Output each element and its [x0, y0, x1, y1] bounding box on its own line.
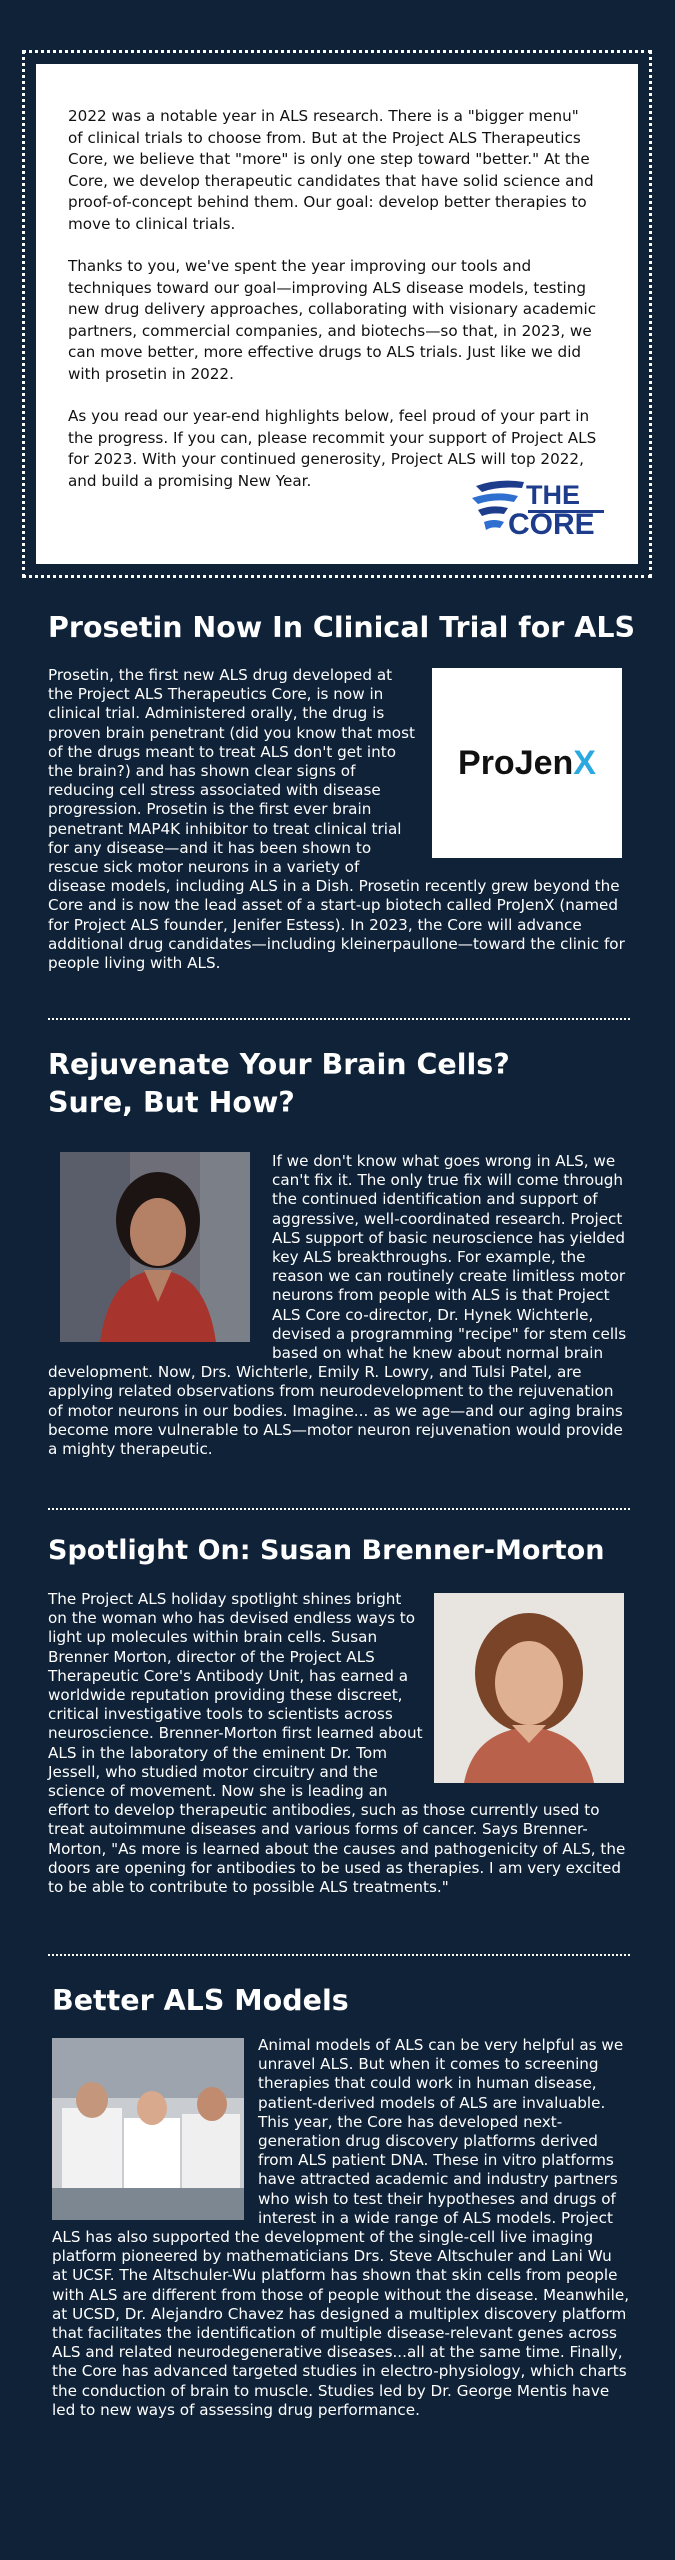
intro-paragraph-2: Thanks to you, we've spent the year improving our tools and techniques toward our goal—improving ALS disease models, testing new drug delivery approaches, collaborating with visionary academic partners, commercial companies, and biotechs—so that, in 2023, we can move better, more effective drugs to ALS trials. Just like we did with prosetin in 2022. [68, 257, 597, 383]
models-title: Better ALS Models [52, 1984, 349, 2017]
rejuvenate-title-line2: Sure, But How? [48, 1086, 295, 1119]
intro-card [36, 64, 638, 564]
models-body-text: Animal models of ALS can be very helpful as we unravel ALS. But when it comes to screening therapies that could work in human disease, patient-derived models of ALS are invaluable. This year, the Core has developed next-generation drug discovery platforms derived from ALS patient DNA. These in vitro platforms have attracted academic and industry partners who wish to test their hypotheses and drugs of interest in a wide range of ALS models. Project ALS has also supported the development of the single-cell live imaging platform pioneered by mathematicians Drs. Steve Altschuler and Lani Wu at UCSF. The Altschuler-Wu platform has shown that skin cells from people with ALS are different from those of people without the disease. Meanwhile, at UCSD, Dr. Alejandro Chavez has designed a multiplex discovery platform that facilitates the identification of multiple disease-relevant genes across ALS and related neurodegenerative diseases...all at the same time. Finally, the Core has advanced targeted studies in electro-physiology, which charts the conduction of brain to muscle. Studies led by Dr. George Mentis have led to new ways of assessing drug performance. [52, 2036, 630, 2419]
rejuvenate-title [48, 1046, 510, 1122]
spotlight-body-float-spacer [424, 1590, 630, 1786]
logo-the-text: THE [526, 480, 580, 510]
intro-paragraph-1: 2022 was a notable year in ALS research. There is a "bigger menu" of clinical trials to choose from. But at the Project ALS Therapeutics Core, we believe that "more" is only one step toward "better." At the Core, we develop therapeutic candidates that have solid science and proof-of-concept behind them. Our goal: develop better therapies to move to clinical trials. [68, 107, 594, 233]
section-divider-3 [48, 1954, 630, 1956]
prosetin-body-float-spacer [420, 666, 630, 862]
projenx-logo: ProJenX [458, 743, 596, 782]
section-divider-1 [48, 1018, 630, 1020]
prosetin-body-text: Prosetin, the first new ALS drug developed at the Project ALS Therapeutics Core, is now in clinical trial. Administered orally, the drug is proven brain penetrant (did you know that most of the drugs meant to treat ALS don't get into the brain?) and has shown clear signs of reducing cell stress associated with disease progression. Prosetin is the first ever brain penetrant MAP4K inhibitor to treat clinical trial for any disease—and it has been shown to rescue sick motor neurons in a variety of disease models, including ALS in a Dish. Prosetin recently grew beyond the Core and is now the lead asset of a start-up biotech called ProJenX (named for Project ALS founder, Jenifer Estess). In 2023, the Core will advance additional drug candidates—including kleinerpaullone—toward the clinic for people living with ALS. [48, 666, 625, 973]
intro-paragraph-3: As you read our year-end highlights below, feel proud of your part in the progress. If you can, please recommit your support of Project ALS for 2023. With your continued generosity, Project ALS will top 2022, and build a promising New Year. [68, 407, 597, 490]
spotlight-body [48, 1590, 630, 1897]
spotlight-body-text: The Project ALS holiday spotlight shines bright on the woman who has devised endless ways to light up molecules within brain cells. Susan Brenner Morton, director of the Project ALS Therapeutic Core's Antibody Unit, has earned a worldwide reputation providing these discreet, critical investigative tools to scientists across neuroscience. Brenner-Morton first learned about ALS in the laboratory of the eminent Dr. Tom Jessell, who studied motor circuitry and the science of movement. Now she is leading an effort to develop therapeutic antibodies, such as those currently used to treat autoimmune diseases and various forms of cancer. Says Brenner-Morton, "As more is learned about the causes and pathogenicity of ALS, the doors are opening for antibodies to be used as therapies. I am very excited to be able to contribute to possible ALS treatments." [48, 1590, 626, 1897]
rejuvenate-body [48, 1152, 630, 1459]
rejuvenate-body-float-spacer [48, 1152, 272, 1348]
rejuvenate-body-text: If we don't know what goes wrong in ALS, we can't fix it. The only true fix will come through the continued identification and support of aggressive, well-coordinated research. Project ALS support of basic neuroscience has yielded key ALS breakthroughs. For example, the reason we can routinely create limitless motor neurons from people with ALS is that Project ALS Core co-director, Dr. Hynek Wichterle, devised a programming "recipe" for stem cells based on what he knew about normal brain development. Now, Drs. Wichterle, Emily R. Lowry, and Tulsi Patel, are applying related observations from neurodevelopment to the rejuvenation of motor neurons in our bodies. Imagine... as we age—and our aging brains become more vulnerable to ALS—motor neuron rejuvenation would provide a mighty therapeutic. [48, 1152, 627, 1459]
intro-frame [22, 50, 652, 578]
rejuvenate-title-line1: Rejuvenate Your Brain Cells? [48, 1048, 510, 1081]
logo-core-text: CORE [508, 508, 595, 541]
models-body-float-spacer [52, 2036, 258, 2224]
prosetin-title: Prosetin Now In Clinical Trial for ALS [48, 611, 636, 644]
the-core-logo [468, 478, 608, 542]
section-divider-2 [48, 1508, 630, 1510]
prosetin-body-top [48, 666, 630, 973]
spotlight-title: Spotlight On: Susan Brenner-Morton [48, 1535, 605, 1566]
models-body [52, 2036, 630, 2420]
